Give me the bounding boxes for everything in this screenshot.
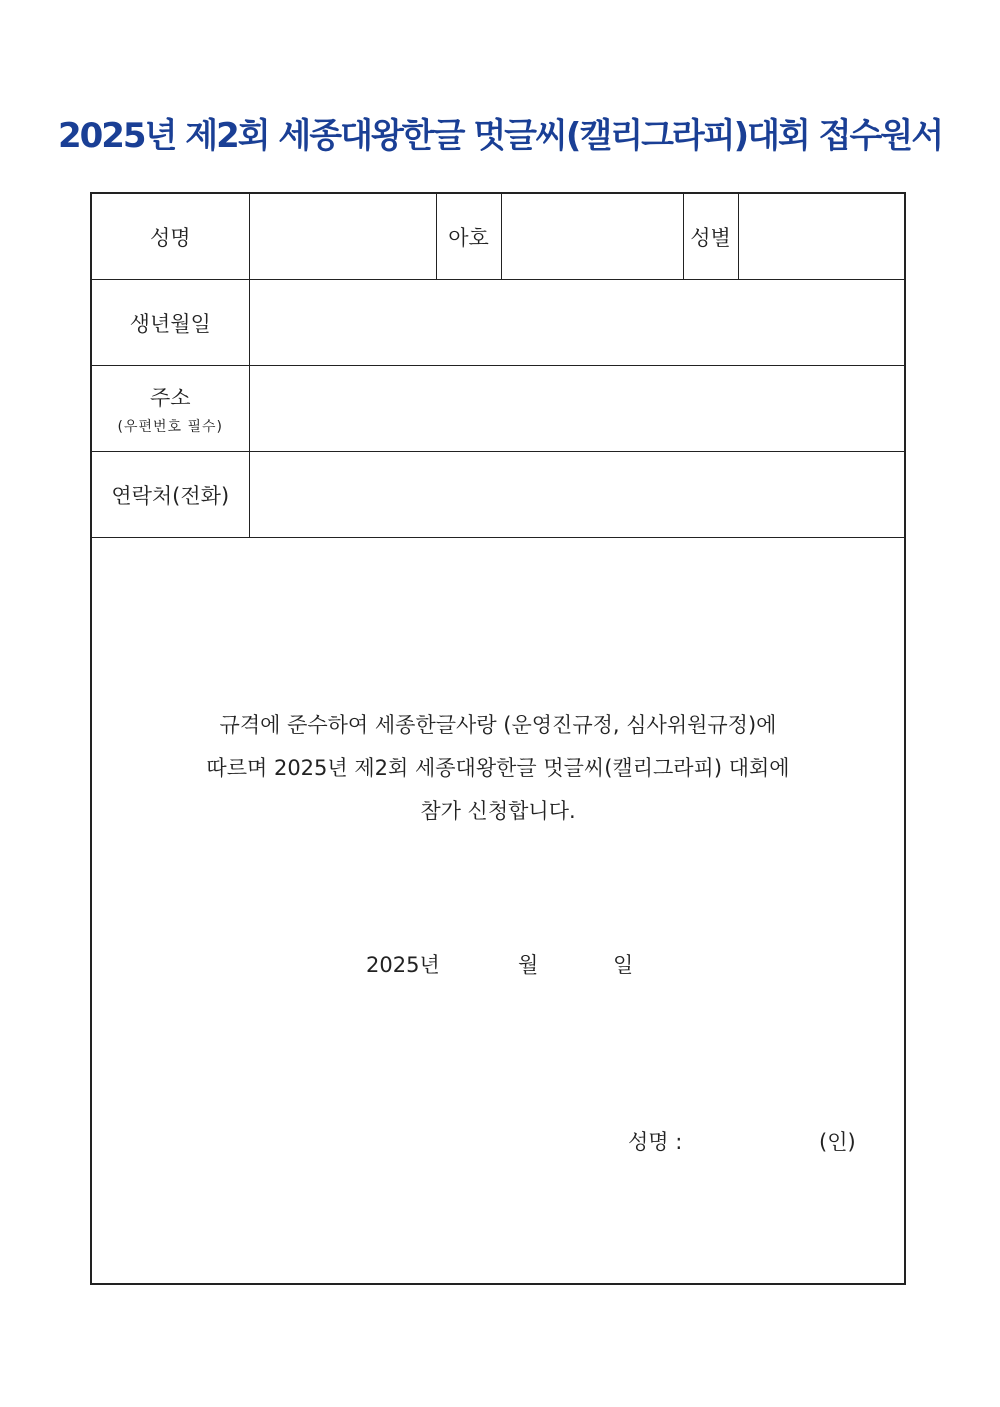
declaration-line: 참가 신청합니다.: [420, 799, 576, 823]
date-day: 일: [613, 953, 634, 977]
table-row: [92, 280, 904, 366]
address-label-cell: [92, 366, 249, 452]
form-title: 2025년 제2회 세종대왕한글 멋글씨(캘리그라피)대회 접수원서: [57, 116, 943, 156]
gender-field[interactable]: [738, 194, 904, 280]
address-field[interactable]: [249, 366, 904, 452]
contact-field[interactable]: [249, 452, 904, 538]
table-row: [92, 366, 904, 452]
signature-label: 성명 :: [628, 1130, 683, 1154]
address-label: 주소: [149, 385, 191, 410]
seal-mark: (인): [819, 1130, 856, 1154]
table-row: [92, 194, 904, 280]
table-row: [92, 452, 904, 538]
birth-label: 생년월일: [92, 280, 249, 366]
pen-name-field[interactable]: [501, 194, 683, 280]
date-year: 2025년: [366, 953, 440, 977]
date-month: 월: [518, 953, 539, 977]
declaration-text: [92, 704, 904, 833]
birth-field[interactable]: [249, 280, 904, 366]
address-note: (우편번호 필수): [117, 418, 224, 435]
declaration-line: 따르며 2025년 제2회 세종대왕한글 멋글씨(캘리그라피) 대회에: [206, 756, 790, 780]
name-field[interactable]: [249, 194, 436, 280]
application-form: [90, 192, 906, 1285]
gender-label: 성별: [683, 194, 738, 280]
pen-name-label: 아호: [436, 194, 501, 280]
name-label: 성명: [92, 194, 249, 280]
declaration-line: 규격에 준수하여 세종한글사랑 (운영진규정, 심사위원규정)에: [219, 713, 777, 737]
contact-label: 연락처(전화): [92, 452, 249, 538]
applicant-info-table: [92, 194, 904, 538]
